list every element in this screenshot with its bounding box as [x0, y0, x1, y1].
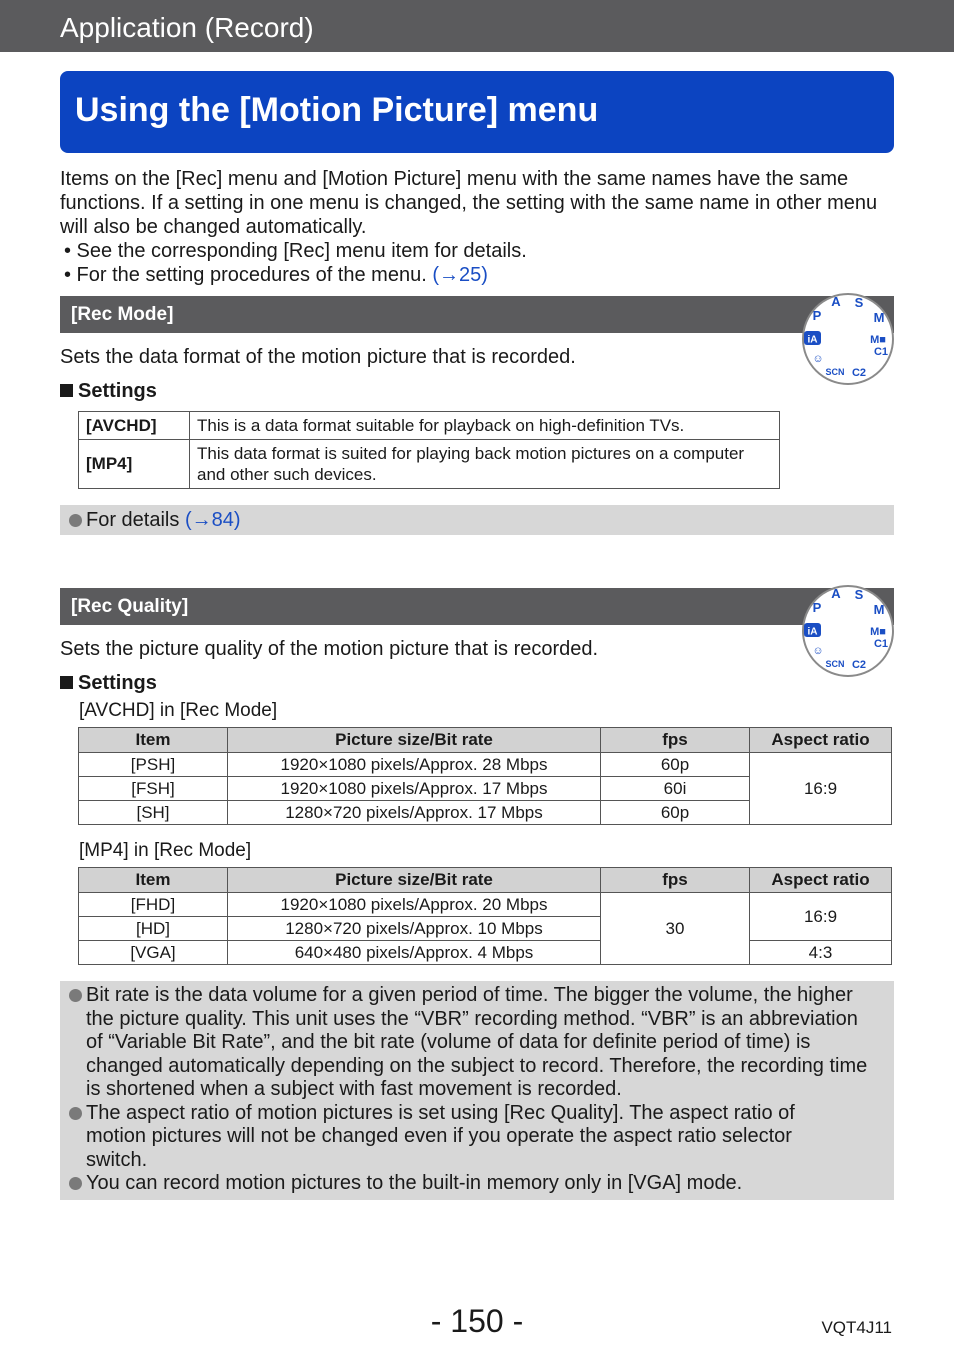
rec-quality-heading-bar — [60, 588, 894, 625]
table-row — [79, 941, 892, 965]
column-header: Aspect ratio — [750, 868, 892, 893]
dial-label-scn: SCN — [825, 659, 845, 669]
dial-label-a: A — [831, 294, 841, 309]
page-number: - 150 - — [430, 1303, 524, 1339]
cell-item: [FSH] — [79, 777, 228, 801]
note-text: The aspect ratio of motion pictures is set using [Rec Quality]. The aspect ratio of motion pictures will not be changed even if you operate the aspect ratio selector switch. — [86, 1101, 795, 1171]
bullet-dot-icon — [69, 989, 82, 1002]
dial-label-s: S — [854, 295, 864, 310]
note-item — [60, 505, 894, 535]
bullet-dot-icon — [69, 1107, 82, 1120]
column-header: fps — [601, 868, 750, 893]
column-header: Item — [79, 868, 228, 893]
rec-quality-description: Sets the picture quality of the motion picture that is recorded. — [60, 638, 599, 660]
page-link-84[interactable]: (→84) — [184, 509, 241, 531]
rec-mode-details-note — [60, 505, 894, 535]
rec-mode-settings-label: Settings — [78, 380, 157, 402]
rec-mode-description: Sets the data format of the motion picture that is recorded. — [60, 346, 576, 368]
rec-quality-notes — [60, 981, 894, 1200]
dial-label-c2: C2 — [851, 659, 867, 671]
table-row — [79, 412, 780, 440]
cell-aspect: 16:9 — [750, 893, 892, 941]
cell-size: 1280×720 pixels/Approx. 17 Mbps — [228, 801, 601, 825]
dial-label-ia: iA — [807, 334, 818, 346]
intro-paragraph: Items on the [Rec] menu and [Motion Picture] menu with the same names have the same functions. If a setting in one menu is changed, the setting with the same name in other menu will also be changed automatically. — [60, 168, 878, 238]
dial-label-creative: ☺ — [812, 353, 824, 365]
rec-quality-settings-label: Settings — [78, 672, 157, 694]
dial-label-movie: M■ — [870, 334, 886, 346]
cell-fps: 30 — [601, 893, 750, 965]
mp4-quality-table — [78, 867, 892, 965]
cell-size: 1920×1080 pixels/Approx. 28 Mbps — [228, 753, 601, 777]
column-header: fps — [601, 728, 750, 753]
intro-bullet-2-text: • For the setting procedures of the menu. — [64, 264, 427, 286]
option-name: [AVCHD] — [79, 412, 190, 440]
dial-label-c1: C1 — [873, 638, 889, 650]
dial-label-c1: C1 — [873, 346, 889, 358]
table-row — [79, 893, 892, 917]
rec-quality-settings-heading — [60, 672, 157, 695]
intro-bullet-1: • See the corresponding [Rec] menu item for details. — [64, 240, 527, 262]
dial-label-scn: SCN — [825, 367, 845, 377]
intro — [60, 167, 894, 287]
cell-fps: 60p — [601, 801, 750, 825]
cell-size: 1920×1080 pixels/Approx. 20 Mbps — [228, 893, 601, 917]
details-text: For details — [86, 509, 180, 531]
cell-fps: 60p — [601, 753, 750, 777]
table-header-row — [79, 868, 892, 893]
cell-aspect: 4:3 — [750, 941, 892, 965]
column-header: Aspect ratio — [750, 728, 892, 753]
bullet-dot-icon — [69, 1177, 82, 1190]
cell-item: [VGA] — [79, 941, 228, 965]
option-description: This is a data format suitable for playback on high-definition TVs. — [190, 412, 780, 440]
note-item — [60, 1172, 894, 1196]
mp4-table-label: [MP4] in [Rec Mode] — [79, 840, 252, 861]
table-row — [79, 440, 780, 489]
note-item — [60, 984, 894, 1102]
rec-mode-settings-heading — [60, 380, 157, 403]
rec-mode-heading-bar — [60, 296, 894, 333]
page-title: Using the [Motion Picture] menu — [75, 91, 599, 129]
bullet-dot-icon — [69, 514, 82, 527]
document-code: VQT4J11 — [821, 1318, 892, 1337]
cell-item: [FHD] — [79, 893, 228, 917]
table-header-row — [79, 728, 892, 753]
note-text: You can record motion pictures to the built-in memory only in [VGA] mode. — [86, 1172, 743, 1194]
header-section-title: Application (Record) — [60, 12, 314, 43]
page-link-25[interactable]: (→25) — [432, 264, 488, 286]
rec-mode-heading: [Rec Mode] — [71, 304, 174, 325]
dial-label-ia: iA — [807, 626, 818, 638]
rec-quality-heading: [Rec Quality] — [71, 596, 189, 617]
avchd-quality-table — [78, 727, 892, 825]
cell-size: 640×480 pixels/Approx. 4 Mbps — [228, 941, 601, 965]
square-bullet-icon — [60, 676, 73, 689]
header-bar — [0, 0, 954, 52]
cell-size: 1920×1080 pixels/Approx. 17 Mbps — [228, 777, 601, 801]
dial-label-s: S — [854, 587, 864, 602]
cell-fps: 60i — [601, 777, 750, 801]
dial-label-c2: C2 — [851, 367, 867, 379]
dial-label-a: A — [831, 586, 841, 601]
option-description: This data format is suited for playing back motion pictures on a computer and other such devices. — [190, 440, 780, 489]
rec-mode-options-table — [78, 411, 780, 489]
column-header: Picture size/Bit rate — [228, 728, 601, 753]
mode-dial-icon — [801, 292, 895, 386]
dial-label-p: P — [812, 600, 822, 615]
note-item — [60, 1102, 894, 1173]
mode-dial-icon — [801, 584, 895, 678]
intro-bullet-2 — [60, 263, 894, 287]
square-bullet-icon — [60, 384, 73, 397]
note-text: Bit rate is the data volume for a given period of time. The bigger the volume, the higher the picture quality. This unit uses the “VBR” recording method. “VBR” is an abbreviation of “Variable Bit Rate”, and the bit rate (volume of data for definite period of time) is changed automatically depending on the subject to record. Therefore, the recording time is shortened when a subject with fast movement is recorded. — [86, 984, 868, 1100]
cell-aspect: 16:9 — [750, 753, 892, 825]
cell-item: [PSH] — [79, 753, 228, 777]
column-header: Picture size/Bit rate — [228, 868, 601, 893]
dial-label-movie: M■ — [870, 626, 886, 638]
dial-label-m: M — [873, 602, 885, 617]
option-name: [MP4] — [79, 440, 190, 489]
dial-label-creative: ☺ — [812, 645, 824, 657]
cell-item: [HD] — [79, 917, 228, 941]
dial-label-p: P — [812, 308, 822, 323]
column-header: Item — [79, 728, 228, 753]
page-title-box — [60, 71, 894, 153]
avchd-table-label: [AVCHD] in [Rec Mode] — [79, 700, 278, 721]
cell-item: [SH] — [79, 801, 228, 825]
cell-size: 1280×720 pixels/Approx. 10 Mbps — [228, 917, 601, 941]
dial-label-m: M — [873, 310, 885, 325]
table-row — [79, 753, 892, 777]
